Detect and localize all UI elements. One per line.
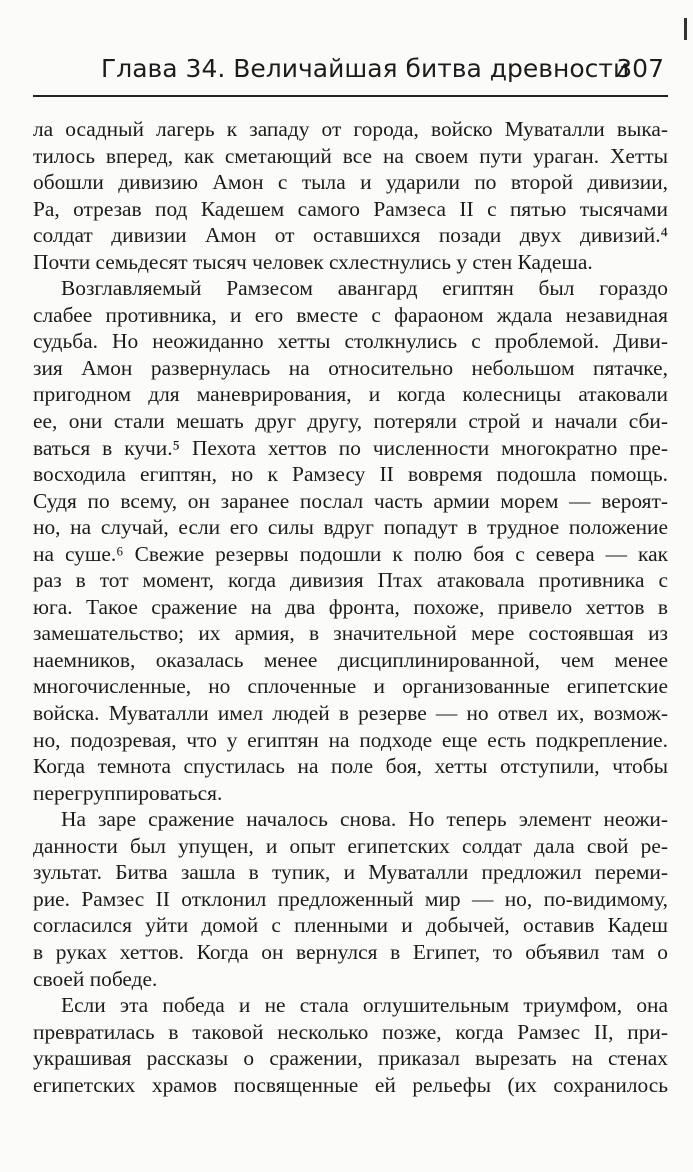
page-number: 307 [616,54,664,83]
text-line: юга. Такое сражение на два фронта, похоже, привело хеттов в [33,594,668,619]
text-line: согласился уйти домой с пленными и добычей, оставив Кадеш [33,913,668,938]
header-rule [33,95,668,97]
text-line: раз в тот момент, когда дивизия Птах атаковала противника с [33,568,668,593]
text-line: наемников, оказалась менее дисциплинированной, чем менее [33,647,668,672]
text-line: Если эта победа и не стала оглушительным триумфом, она [61,993,668,1018]
text-line: Судя по всему, он заранее послал часть армии морем — вероят- [33,488,668,513]
text-line: ваться в кучи.⁵ Пехота хеттов по численности многократно пре- [33,435,668,460]
chapter-title: Глава 34. Величайшая битва древности [101,54,630,83]
text-line: превратилась в таковой несколько позже, когда Рамзес II, при- [33,1019,668,1044]
text-line: Ра, отрезав под Кадешем самого Рамзеса II с пятью тысячами [33,196,668,221]
text-line: зультат. Битва зашла в тупик, и Муваталли предложил переми- [33,860,668,885]
text-line: войска. Муваталли имел людей в резерве — но отвел их, возмож- [33,701,668,726]
paragraph-2 [33,275,668,806]
paragraph-3 [33,806,668,992]
text-line: обошли дивизию Амон с тыла и ударили по второй дивизии, [33,170,668,195]
text-line: египетских храмов посвященные ей рельефы (их сохранилось [33,1072,668,1097]
text-line: зия Амон развернулась на относительно небольшом пятачке, [33,355,668,380]
body-text [33,116,668,1098]
text-line: своей победе. [33,966,158,991]
text-line: судьба. Но неожиданно хетты столкнулись с проблемой. Диви- [33,329,668,354]
text-line: тилось вперед, как сметающий все на своем пути ураган. Хетты [33,143,668,168]
text-line: ее, они стали мешать друг другу, потеряли строй и начали сби- [33,409,668,434]
text-line: пригодном для маневрирования, и когда колесницы атаковали [33,382,668,407]
paragraph-4 [33,992,668,1098]
text-line: замешательство; их армия, в значительной мере состоявшая из [33,621,668,646]
text-line: на суше.⁶ Свежие резервы подошли к полю боя с севера — как [33,541,668,566]
text-line: перегруппироваться. [33,780,223,805]
text-line: Возглавляемый Рамзесом авангард египтян был гораздо [61,276,668,301]
text-line: многочисленные, но сплоченные и организованные египетские [33,674,668,699]
text-line: рие. Рамзес II отклонил предложенный мир — но, по-видимому, [33,886,668,911]
text-line: слабее противника, и его вместе с фараоном ждала незавидная [33,302,668,327]
text-line: Когда темнота спустилась на поле боя, хетты отступили, чтобы [33,754,668,779]
text-line: данности был упущен, и опыт египетских солдат дала свой ре- [33,833,668,858]
text-line: солдат дивизии Амон от оставшихся позади двух дивизий.⁴ [33,223,668,248]
text-line: На заре сражение началось снова. Но теперь элемент неожи- [61,807,668,832]
text-line: восходила египтян, но к Рамзесу II вовремя подошла помощь. [33,462,668,487]
text-line: украшивая рассказы о сражении, приказал вырезать на стенах [33,1046,668,1071]
text-line: Почти семьдесят тысяч человек схлестнулись у стен Кадеша. [33,249,593,274]
page-edge-mark [684,18,687,40]
text-line: но, на случай, если его силы вдруг попадут в трудное положение [33,515,668,540]
text-line: но, подозревая, что у египтян на подходе еще есть подкрепление. [33,727,668,752]
text-line: в руках хеттов. Когда он вернулся в Египет, то объявил там о [33,939,668,964]
text-line: ла осадный лагерь к западу от города, войско Муваталли выка- [33,117,668,141]
paragraph-1 [33,116,668,275]
running-header [33,50,668,94]
